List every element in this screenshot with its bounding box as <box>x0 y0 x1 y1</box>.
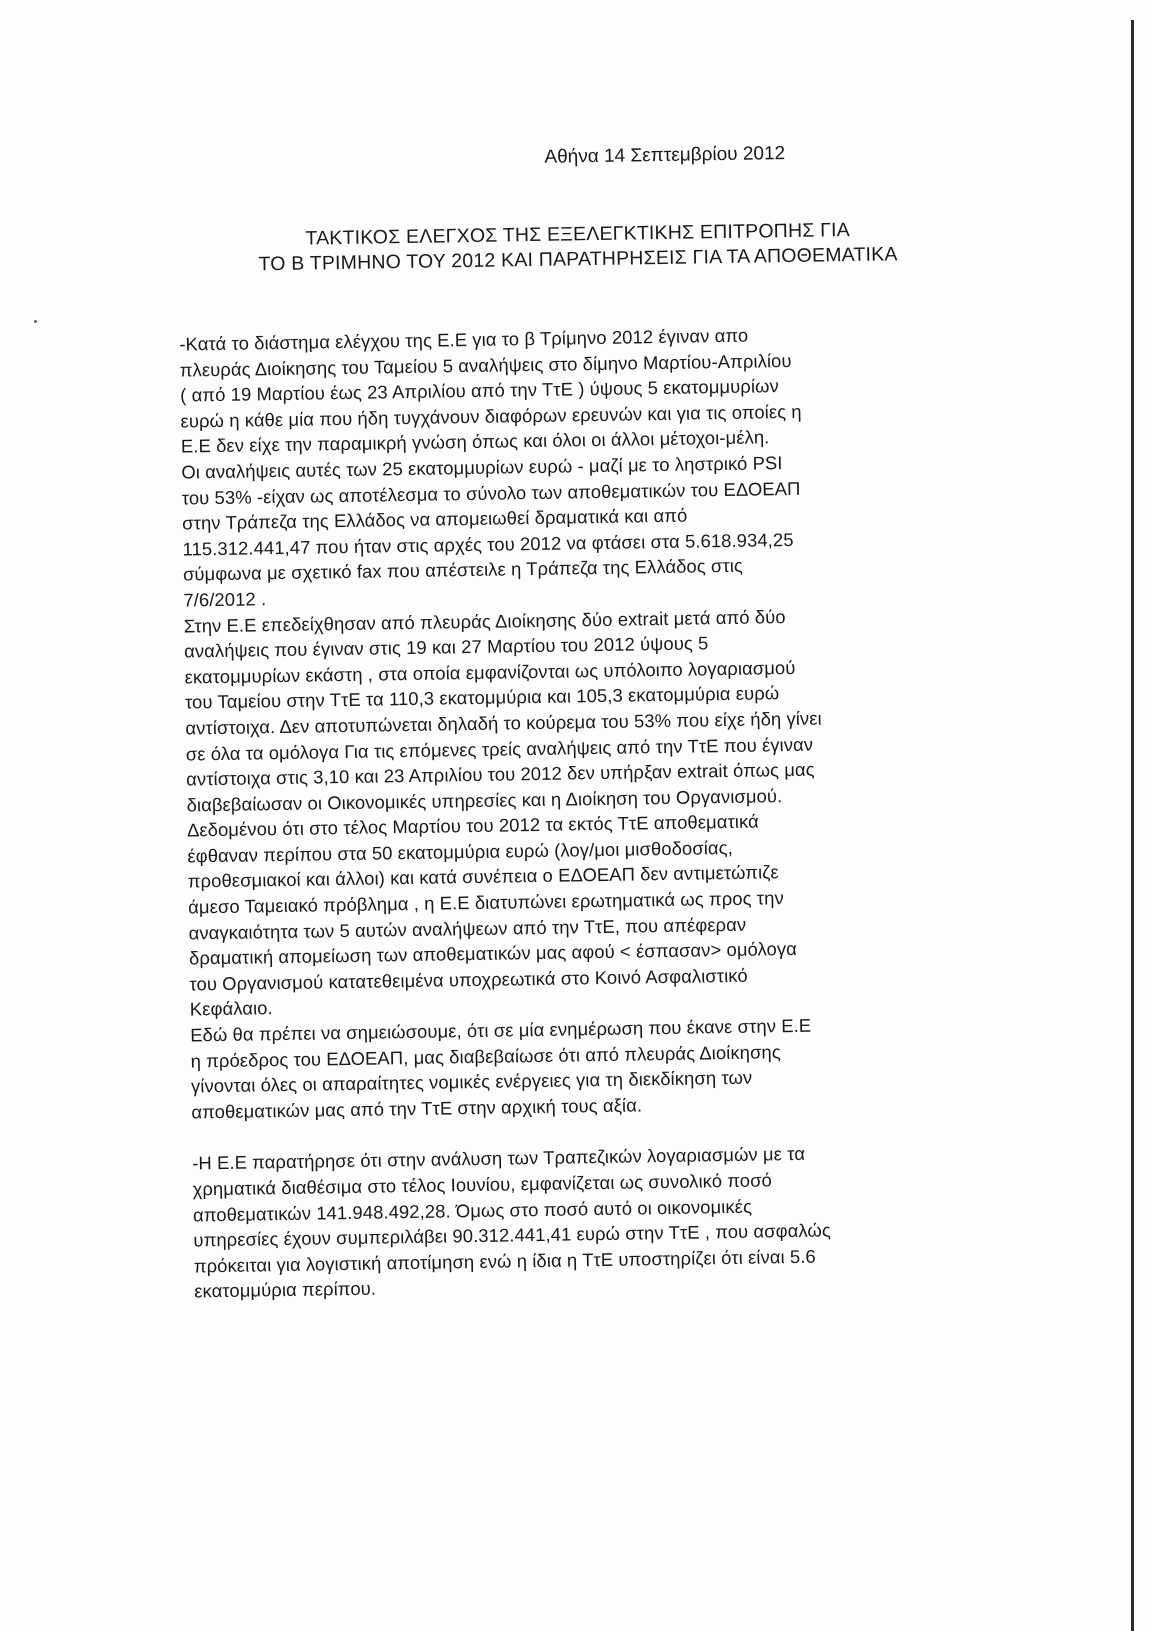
document-date: Αθήνα 14 Σεπτεμβρίου 2012 <box>544 143 786 168</box>
text-line: στην Τράπεζα της Ελλάδος να απομειωθεί δραματικά και από <box>182 504 688 534</box>
text-line: του 53% -είχαν ως αποτέλεσμα το σύνολο των αποθεματικών του ΕΔΟΕΑΠ <box>181 477 801 509</box>
text-line: Εδώ θα πρέπει να σημειώσουμε, ότι σε μία ενημέρωση που έκανε στην Ε.Ε <box>190 1014 812 1046</box>
document-body <box>179 319 984 1304</box>
text-line: Οι αναλήψεις αυτές των 25 εκατομμυρίων ευρώ - μαζί με το ληστρικό PSI <box>181 452 783 483</box>
text-line: διαβεβαίωσαν οι Οικονομικές υπηρεσίες και η Διοίκηση του Οργανισμού. <box>186 784 783 816</box>
text-line: σε όλα τα ομόλογα Για τις επόμενες τρείς αναλήψεις από την ΤτΕ που έγιναν <box>185 733 814 765</box>
document-title <box>198 216 959 278</box>
text-line: δραματική απομείωση των αποθεματικών μας αφού < έσπασαν> ομόλογα <box>188 938 798 969</box>
text-line: χρηματικά διαθέσιμα στο τέλος Ιουνίου, εμφανίζεται ως συνολικό ποσό <box>192 1169 773 1200</box>
title-line: ΤΟ Β ΤΡΙΜΗΝΟ ΤΟΥ 2012 ΚΑΙ ΠΑΡΑΤΗΡΗΣΕΙΣ ΓΙΑ ΤΑ ΑΠΟΘΕΜΑΤΙΚΑ <box>258 243 898 276</box>
text-line: Στην Ε.Ε επεδείχθησαν από πλευράς Διοίκησης δύο extrait μετά από δύο <box>183 605 786 637</box>
text-line: 115.312.441,47 που ήταν στις αρχές του 2012 να φτάσει στα 5.618.934,25 <box>182 528 794 560</box>
text-line: ( από 19 Μαρτίου έως 23 Απριλίου από την ΤτΕ ) ύψους 5 εκατομμυρίων <box>179 375 779 406</box>
text-line: πλευράς Διοίκησης του Ταμείου 5 αναλήψεις στο δίμηνο Μαρτίου-Απριλίου <box>179 349 792 381</box>
text-line: Ε.Ε δεν είχε την παραμικρή γνώση όπως και όλοι οι άλλοι μέτοχοι-μέλη. <box>180 426 770 457</box>
text-line: αντίστοιχα. Δεν αποτυπώνεται δηλαδή το κούρεμα του 53% που είχε ήδη γίνει <box>185 707 822 739</box>
text-line: γίνονται όλες οι απαραίτητες νομικές ενέργειες για τη διεκδίκηση των <box>190 1066 753 1097</box>
text-line: ευρώ η κάθε μία που ήδη τυγχάνουν διαφόρων ερευνών και για τις οποίες η <box>180 400 802 432</box>
text-line: αναγκαιότητα των 5 αυτών αναλήψεων από την ΤτΕ, που απέφεραν <box>188 913 747 944</box>
scan-edge-line <box>1131 20 1134 1631</box>
text-line: Δεδομένου ότι στο τέλος Μαρτίου του 2012 τα εκτός ΤτΕ αποθεματικά <box>186 810 759 841</box>
paragraph-1 <box>179 319 981 1125</box>
text-line: του Οργανισμού κατατεθειμένα υποχρεωτικά στο Κοινό Ασφαλιστικό <box>189 964 748 995</box>
text-line: αντίστοιχα στις 3,10 και 23 Απριλίου του 2012 δεν υπήρξαν extrait όπως μας <box>186 758 815 790</box>
text-line: άμεσο Ταμειακό πρόβλημα , η Ε.Ε διατυπώνει ερωτηματικά ως προς την <box>188 887 784 918</box>
text-line: του Ταμείου στην ΤτΕ τα 110,3 εκατομμύρια και 105,3 εκατομμύρια ευρώ <box>184 682 780 713</box>
text-line: αναλήψεις που έγιναν στις 19 και 27 Μαρτίου του 2012 ύψους 5 <box>184 632 709 662</box>
text-line: έφθαναν περίπου στα 50 εκατομμύρια ευρώ (λογ/μοι μισθοδοσίας, <box>187 836 733 867</box>
text-line: -Η Ε.Ε παρατήρησε ότι στην ανάλυση των Τραπεζικών λογαριασμών με τα <box>192 1143 806 1174</box>
text-line: εκατομμυρίων εκάστη , στα οποία εμφανίζονται ως υπόλοιπο λογαριασμού <box>184 656 796 688</box>
text-line: αποθεματικών μας από την ΤτΕ στην αρχική τους αξία. <box>191 1094 643 1123</box>
text-line: Κεφάλαιο. <box>189 997 273 1020</box>
text-line: υπηρεσίες έχουν συμπεριλάβει 90.312.441,41 ευρώ στην ΤτΕ , που ασφαλώς <box>193 1219 831 1251</box>
paragraph-2 <box>192 1138 984 1304</box>
text-line: πρόκειται για λογιστική αποτίμηση ενώ η ίδια η ΤτΕ υποστηρίζει ότι είναι 5.6 <box>193 1245 816 1277</box>
text-line: 7/6/2012 . <box>183 588 267 611</box>
text-line: η πρόεδρος του ΕΔΟΕΑΠ, μας διαβεβαίωσε ότι από πλευράς Διοίκησης <box>190 1040 781 1072</box>
text-line: αποθεματικών 141.948.492,28. Όμως στο ποσό αυτό οι οικονομικές <box>192 1195 753 1226</box>
title-line: ΤΑΚΤΙΚΟΣ ΕΛΕΓΧΟΣ ΤΗΣ ΕΞΕΛΕΓΚΤΙΚΗΣ ΕΠΙΤΡΟΠΗΣ ΓΙΑ <box>305 219 851 250</box>
text-line: -Κατά το διάστημα ελέγχου της Ε.Ε για το β Τρίμηνο 2012 έγιναν απο <box>179 324 749 355</box>
scan-speck <box>34 320 37 323</box>
text-line: εκατομμύρια περίπου. <box>194 1277 377 1302</box>
text-line: προθεσμιακοί και άλλοι) και κατά συνέπεια ο ΕΔΟΕΑΠ δεν αντιμετώπιζε <box>187 861 779 892</box>
text-line: σύμφωνα με σχετικό fax που απέστειλε η Τράπεζα της Ελλάδος στις <box>182 555 744 585</box>
